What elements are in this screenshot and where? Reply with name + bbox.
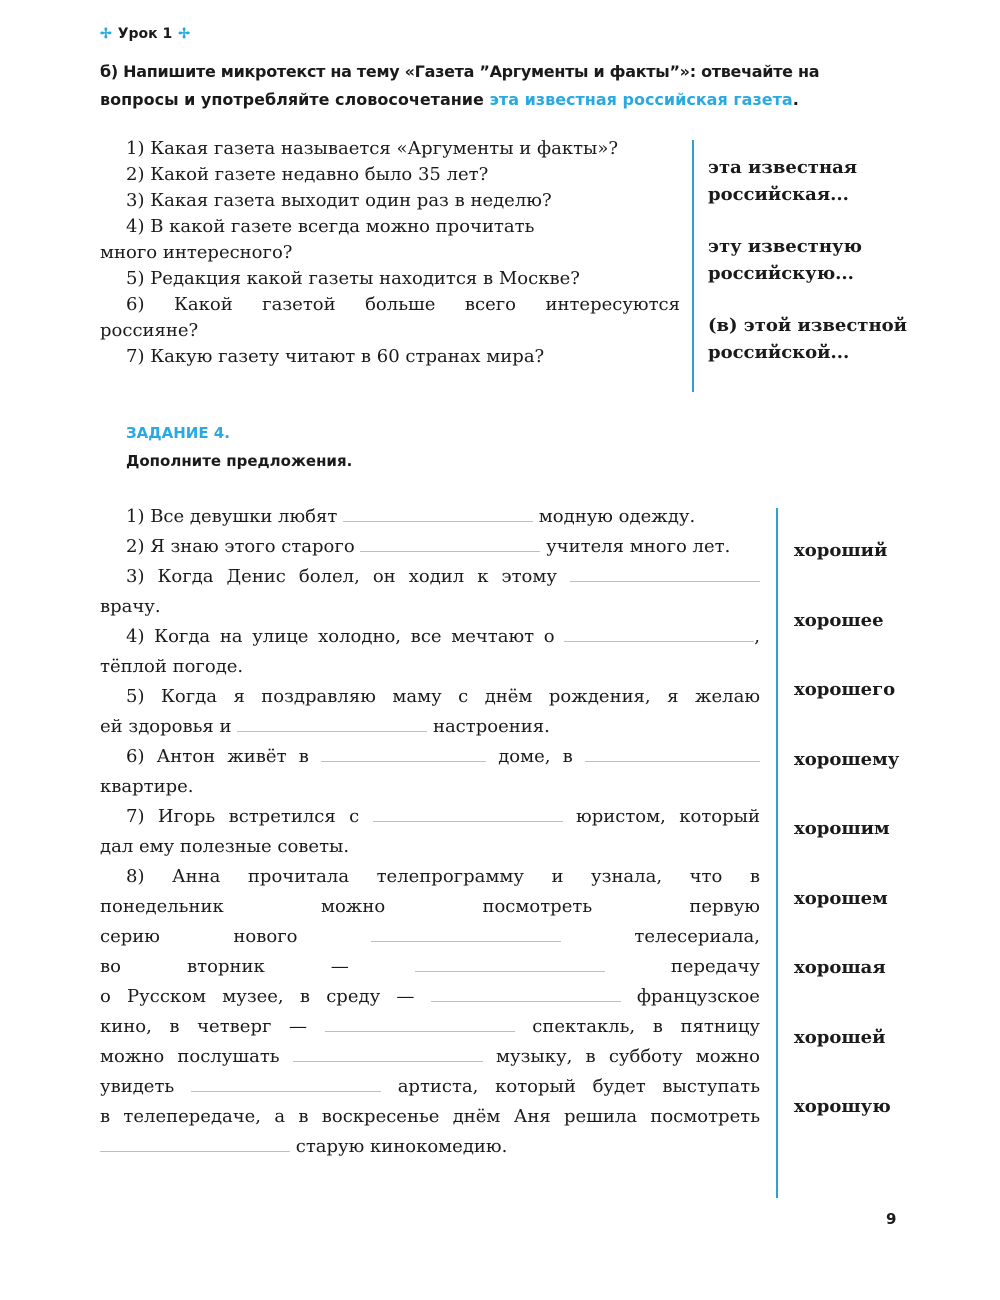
sentence: 2) Я знаю этого старого учителя много лет. [100, 532, 760, 562]
fill-blank[interactable] [191, 1073, 381, 1092]
fill-blank[interactable] [373, 803, 563, 822]
fill-blank[interactable] [585, 743, 760, 762]
word-bank-item: хорошему [794, 749, 900, 770]
question: 6) Какой газетой больше всего интересуются [126, 294, 680, 315]
star-icon: ✢ [100, 26, 112, 42]
word-bank-item: хорошей [794, 1027, 886, 1048]
fill-blank[interactable] [570, 563, 760, 582]
question: 4) В какой газете всегда можно прочитать [126, 216, 535, 237]
question: 7) Какую газету читают в 60 странах мира? [126, 346, 545, 367]
star-icon: ✢ [178, 26, 191, 42]
sentence-continuation: о Русском музее, в среду — французское [100, 982, 760, 1012]
word-bank-item: хорошая [794, 957, 886, 978]
fill-blank[interactable] [100, 1133, 290, 1152]
phrase-group: (в) этой известной российской... [708, 315, 907, 363]
phrase-group: эту известную российскую... [708, 236, 862, 284]
question: 2) Какой газете недавно было 35 лет? [126, 164, 489, 185]
sentence-continuation: можно послушать музыку, в субботу можно [100, 1042, 760, 1072]
divider-line [776, 508, 778, 1198]
task4-instruction: Дополните предложения. [126, 452, 353, 470]
word-bank-item: хорошую [794, 1096, 891, 1117]
task-b-line2: вопросы и употребляйте словосочетание эта известная российская газета. [100, 90, 799, 109]
phrase-group: эта известная российская... [708, 157, 858, 205]
question-continuation: много интересного? [100, 242, 293, 263]
sentence-continuation: тёплой погоде. [100, 656, 244, 677]
fill-blank[interactable] [343, 503, 533, 522]
fill-blank[interactable] [293, 1043, 483, 1062]
sentence: 4) Когда на улице холодно, все мечтают о , [100, 622, 760, 652]
fill-blank[interactable] [360, 533, 540, 552]
sentence: 5) Когда я поздравляю маму с днём рождения, я желаю [126, 686, 760, 707]
fill-blank[interactable] [431, 983, 621, 1002]
lesson-header [100, 26, 190, 42]
fill-blank[interactable] [325, 1013, 515, 1032]
task4-title: ЗАДАНИЕ 4. [126, 424, 230, 442]
sentence: 7) Игорь встретился с юристом, который [100, 802, 760, 832]
sentence: 1) Все девушки любят модную одежду. [100, 502, 760, 532]
fill-blank[interactable] [415, 953, 605, 972]
questions-list [100, 136, 680, 370]
word-bank-item: хороший [794, 540, 888, 561]
sentence: 6) Антон живёт в доме, в [100, 742, 760, 772]
fill-blank[interactable] [237, 713, 427, 732]
sentence-continuation: увидеть артиста, который будет выступать [100, 1072, 760, 1102]
sentence-continuation: квартире. [100, 776, 194, 797]
sentence-continuation: ей здоровья и настроения. [100, 712, 760, 742]
sentence-continuation: старую кинокомедию. [100, 1132, 760, 1162]
word-bank-item: хорошем [794, 888, 888, 909]
page-number: 9 [886, 1210, 897, 1228]
divider-line [692, 140, 694, 392]
sentence-continuation: понедельник можно посмотреть первую [100, 896, 760, 917]
sentence-continuation: врачу. [100, 596, 161, 617]
sentence-continuation: кино, в четверг — спектакль, в пятницу [100, 1012, 760, 1042]
question: 1) Какая газета называется «Аргументы и факты»? [126, 138, 619, 159]
fill-blank[interactable] [564, 623, 754, 642]
highlight-phrase: эта известная российская газета [489, 90, 793, 109]
question: 5) Редакция какой газеты находится в Москве? [126, 268, 580, 289]
question-continuation: россияне? [100, 320, 199, 341]
word-bank-item: хорошее [794, 610, 884, 631]
sentence: 8) Анна прочитала телепрограмму и узнала, что в [126, 866, 760, 887]
exercise-sentences [100, 502, 760, 1162]
fill-blank[interactable] [321, 743, 486, 762]
word-bank-item: хорошим [794, 818, 890, 839]
sentence-continuation: во вторник — передачу [100, 952, 760, 982]
question: 3) Какая газета выходит один раз в неделю? [126, 190, 552, 211]
sentence-continuation: дал ему полезные советы. [100, 836, 350, 857]
sentence-continuation: в телепередаче, а в воскресенье днём Аня решила посмотреть [100, 1106, 760, 1127]
task-b-instruction [100, 58, 900, 114]
sentence: 3) Когда Денис болел, он ходил к этому [100, 562, 760, 592]
lesson-label: Урок 1 [117, 26, 173, 42]
sentence-continuation: серию нового телесериала, [100, 922, 760, 952]
fill-blank[interactable] [371, 923, 561, 942]
word-bank-item: хорошего [794, 679, 896, 700]
task-b-line1: б) Напишите микротекст на тему «Газета ”Аргументы и факты”»: отвечайте на [100, 62, 820, 81]
